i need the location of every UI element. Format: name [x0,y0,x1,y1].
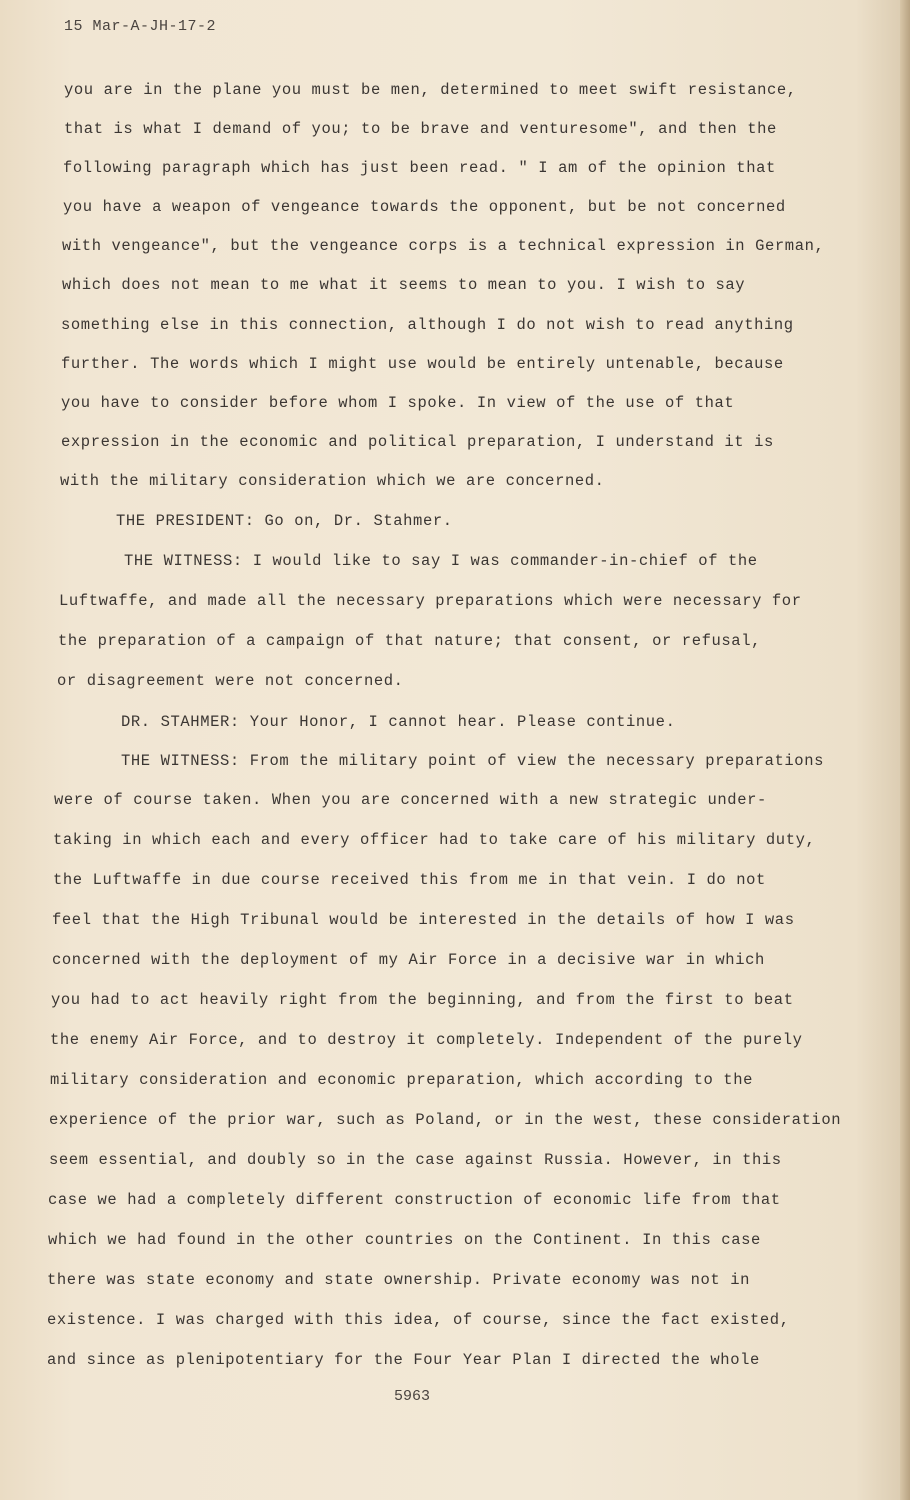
text-line: taking in which each and every officer had to take care of his military duty, [53,831,816,849]
text-line: the preparation of a campaign of that nature; that consent, or refusal, [58,632,762,650]
text-line: which we had found in the other countries on the Continent. In this case [48,1231,761,1249]
speaker-line: THE WITNESS: I would like to say I was commander-in-chief of the [124,552,758,570]
speaker-line: DR. STAHMER: Your Honor, I cannot hear. Please continue. [121,713,676,731]
text-line: with vengeance", but the vengeance corps is a technical expression in German, [62,237,825,255]
text-line: military consideration and economic preparation, which according to the [50,1071,754,1089]
text-line: case we had a completely different construction of economic life from that [48,1191,781,1209]
text-line: feel that the High Tribunal would be interested in the details of how I was [52,911,795,929]
text-line: seem essential, and doubly so in the case against Russia. However, in this [49,1151,782,1169]
text-line: you have a weapon of vengeance towards the opponent, but be not concerned [63,198,786,216]
text-line: existence. I was charged with this idea, of course, since the fact existed, [47,1311,790,1329]
text-line: further. The words which I might use would be entirely untenable, because [61,355,784,373]
text-line: the enemy Air Force, and to destroy it completely. Independent of the purely [50,1031,803,1049]
text-line: the Luftwaffe in due course received this from me in that vein. I do not [53,871,766,889]
text-line: Luftwaffe, and made all the necessary preparations which were necessary for [59,592,802,610]
speaker-line: THE PRESIDENT: Go on, Dr. Stahmer. [116,512,453,530]
text-line: which does not mean to me what it seems to mean to you. I wish to say [62,276,746,294]
document-reference: 15 Mar-A-JH-17-2 [64,18,217,35]
page-edge [900,0,910,1500]
text-line: concerned with the deployment of my Air Force in a decisive war in which [52,951,765,969]
text-line: you had to act heavily right from the beginning, and from the first to beat [51,991,794,1009]
text-line: you are in the plane you must be men, determined to meet swift resistance, [64,81,797,99]
text-line: that is what I demand of you; to be brave and venturesome", and then the [64,120,777,138]
text-line: expression in the economic and political preparation, I understand it is [61,433,774,451]
text-line: there was state economy and state ownership. Private economy was not in [47,1271,751,1289]
text-line: and since as plenipotentiary for the Four Year Plan I directed the whole [47,1351,760,1369]
page-number: 5963 [394,1388,431,1405]
text-line: experience of the prior war, such as Poland, or in the west, these consideration [49,1111,842,1129]
text-line: with the military consideration which we are concerned. [60,472,605,490]
text-line: you have to consider before whom I spoke. In view of the use of that [61,394,735,412]
text-line: or disagreement were not concerned. [57,672,404,690]
speaker-line: THE WITNESS: From the military point of view the necessary preparations [121,752,825,770]
text-line: following paragraph which has just been read. " I am of the opinion that [63,159,776,177]
text-line: something else in this connection, although I do not wish to read anything [61,316,794,334]
text-line: were of course taken. When you are concerned with a new strategic under- [54,791,767,809]
